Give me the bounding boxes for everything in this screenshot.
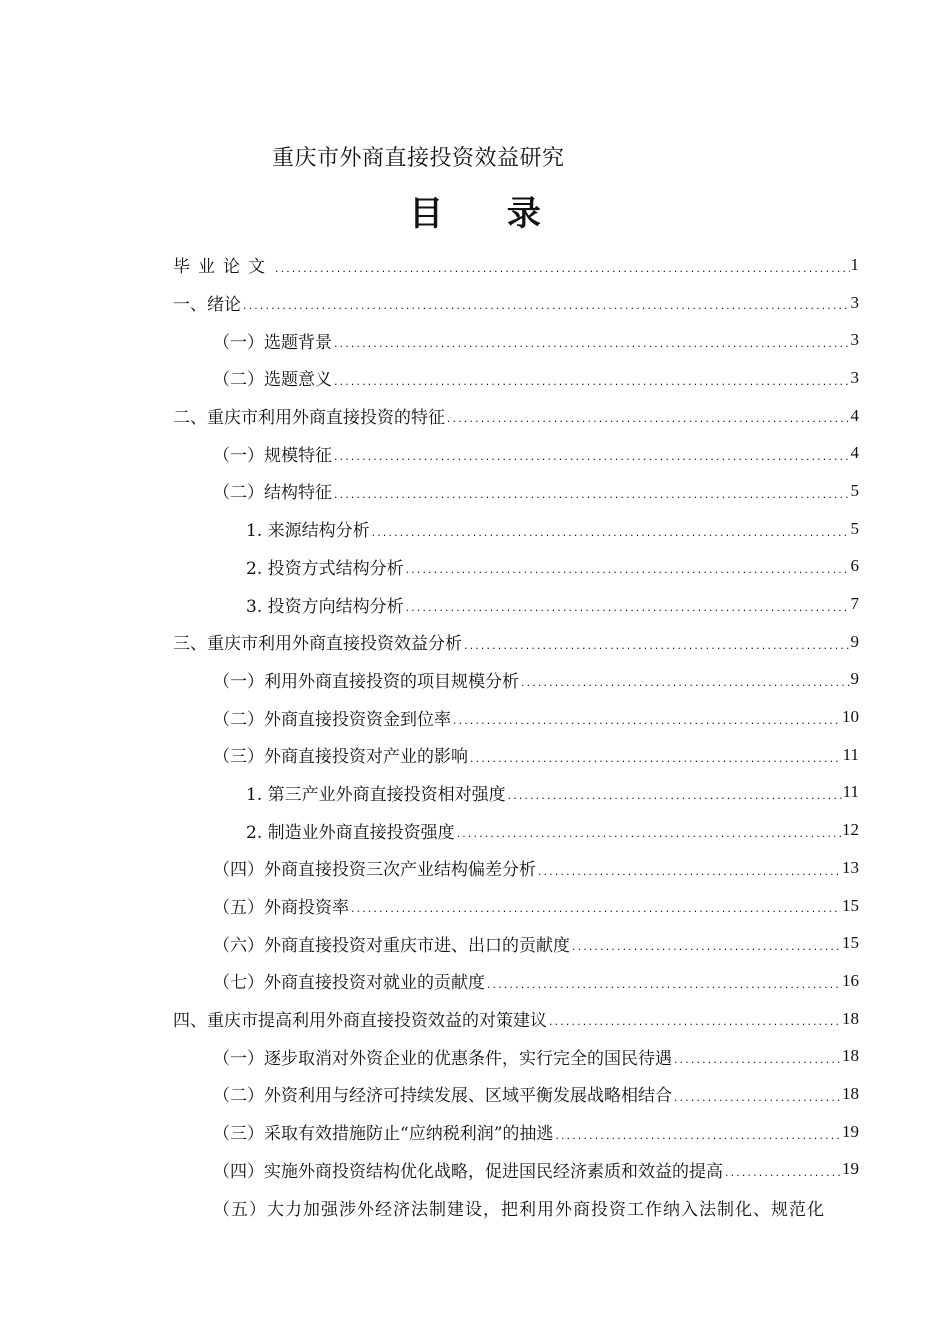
toc-page-number: 3: [850, 367, 859, 387]
toc-dot-leader: [673, 1095, 841, 1113]
toc-dot-leader: [507, 793, 842, 811]
toc-dot-leader: [486, 982, 841, 1000]
toc-dot-leader: [350, 906, 841, 924]
toc-entry-label: 2. 投资方式结构分析: [246, 558, 404, 579]
toc-entry-label: （三）外商直接投资对产业的影响: [213, 747, 468, 768]
toc-entry-label: （二）结构特征: [213, 483, 332, 504]
toc-entry-label: （五）外商投资率: [213, 898, 349, 919]
toc-entry[interactable]: [173, 849, 859, 887]
toc-dot-leader: [724, 1170, 841, 1188]
toc-entry[interactable]: [173, 924, 859, 962]
toc-page-number: 6: [850, 556, 859, 576]
toc-page-number: 18: [842, 1008, 859, 1028]
toc-page-number: 11: [842, 782, 859, 802]
toc-entry-label: （五）大力加强涉外经济法制建设，把利用外商投资工作纳入法制化、规范化: [213, 1199, 825, 1220]
toc-entry[interactable]: [173, 661, 859, 699]
toc-page-number: 4: [850, 443, 859, 463]
toc-dot-leader: [446, 416, 850, 434]
toc-entry[interactable]: [173, 510, 859, 548]
toc-entry-label: （一）规模特征: [213, 445, 332, 466]
toc-entry[interactable]: [173, 284, 859, 322]
toc-page-number: 3: [850, 330, 859, 350]
toc-page-number: 15: [842, 895, 859, 915]
toc-entry[interactable]: [173, 1151, 859, 1189]
toc-page-number: 13: [842, 857, 859, 877]
toc-dot-leader: [405, 567, 850, 585]
toc-entry-label: （六）外商直接投资对重庆市进、出口的贡献度: [213, 935, 570, 956]
toc-dot-leader: [673, 1057, 841, 1075]
toc-dot-leader: [554, 1133, 841, 1151]
toc-page-number: 18: [842, 1083, 859, 1103]
toc-page-number: 9: [850, 631, 859, 651]
toc-entry-label: 毕业论文: [173, 257, 273, 278]
toc-entry[interactable]: [173, 811, 859, 849]
toc-page-number: 12: [842, 820, 859, 840]
toc-dot-leader: [333, 341, 850, 359]
toc-page-number: 15: [842, 933, 859, 953]
toc-entry-label: 三、重庆市利用外商直接投资效益分析: [173, 634, 462, 655]
toc-entry-label: （一）利用外商直接投资的项目规模分析: [213, 671, 519, 692]
toc-page-number: 19: [842, 1159, 859, 1179]
toc-page-number: 11: [842, 744, 859, 764]
toc-page-number: 1: [850, 254, 859, 274]
toc-entry-label: 1. 来源结构分析: [246, 521, 370, 542]
toc-entry[interactable]: [173, 434, 859, 472]
toc-page-number: 4: [850, 405, 859, 425]
toc-dot-leader: [463, 643, 850, 661]
toc-entry-label: 2. 制造业外商直接投资强度: [246, 822, 455, 843]
toc-dot-leader: [333, 492, 850, 510]
toc-entry[interactable]: [173, 1000, 859, 1038]
toc-page-number: 16: [842, 970, 859, 990]
toc-dot-leader: [405, 605, 850, 623]
toc-entry[interactable]: [173, 359, 859, 397]
toc-entry[interactable]: [173, 397, 859, 435]
toc-page-number: 7: [850, 594, 859, 614]
toc-entry[interactable]: [173, 548, 859, 586]
toc-entry[interactable]: [173, 585, 859, 623]
toc-heading: 目 录: [409, 194, 567, 234]
toc-entry-label: （一）选题背景: [213, 332, 332, 353]
toc-dot-leader: [333, 454, 850, 472]
toc-entry-label: （四）实施外商投资结构优化战略，促进国民经济素质和效益的提高: [213, 1161, 723, 1182]
toc-entry-label: （一）逐步取消对外资企业的优惠条件，实行完全的国民待遇: [213, 1048, 672, 1069]
toc-page-number: 10: [842, 707, 859, 727]
toc-entry[interactable]: [173, 472, 859, 510]
toc-entry-label: （四）外商直接投资三次产业结构偏差分析: [213, 860, 536, 881]
toc-dot-leader: [571, 944, 841, 962]
toc-entry-label: 1. 第三产业外商直接投资相对强度: [246, 784, 506, 805]
toc-entry[interactable]: [173, 698, 859, 736]
toc-dot-leader: [520, 680, 850, 698]
toc-entry[interactable]: [173, 623, 859, 661]
toc-page-number: 3: [850, 292, 859, 312]
toc-dot-leader: [452, 718, 841, 736]
toc-dot-leader: [456, 831, 841, 849]
toc-page-number: 5: [850, 518, 859, 538]
toc-dot-leader: [242, 303, 850, 321]
toc-entry-label: 四、重庆市提高利用外商直接投资效益的对策建议: [173, 1011, 547, 1032]
toc-page-number: 19: [842, 1121, 859, 1141]
toc-dot-leader: [548, 1019, 841, 1037]
toc-entry[interactable]: [173, 1113, 859, 1151]
toc-entry[interactable]: [173, 774, 859, 812]
toc-entry[interactable]: [173, 321, 859, 359]
toc-entry[interactable]: [173, 246, 859, 284]
toc-page-number: 9: [850, 669, 859, 689]
toc-entry[interactable]: [173, 887, 859, 925]
toc-dot-leader: [537, 869, 841, 887]
toc-entry[interactable]: [173, 736, 859, 774]
toc-entry[interactable]: [173, 1075, 859, 1113]
toc-entry-label: （二）外商直接投资资金到位率: [213, 709, 451, 730]
document-title: 重庆市外商直接投资效益研究: [272, 146, 565, 171]
toc-entry-label: 二、重庆市利用外商直接投资的特征: [173, 408, 445, 429]
toc-entry-label: （三）采取有效措施防止“应纳税利润”的抽逃: [213, 1124, 554, 1145]
toc-entry[interactable]: [173, 1037, 859, 1075]
toc-entry[interactable]: [173, 962, 859, 1000]
toc-entry-label: 3. 投资方向结构分析: [246, 596, 404, 617]
toc-page-number: 5: [850, 480, 859, 500]
toc-dot-leader: [333, 379, 850, 397]
toc-page-number: 18: [842, 1046, 859, 1066]
table-of-contents: [173, 246, 859, 1226]
toc-dot-leader: [371, 530, 850, 548]
toc-entry[interactable]: [173, 1188, 859, 1226]
toc-entry-label: （二）选题意义: [213, 370, 332, 391]
toc-dot-leader: [469, 756, 842, 774]
toc-entry-label: （七）外商直接投资对就业的贡献度: [213, 973, 485, 994]
toc-entry-label: 一、绪论: [173, 295, 241, 316]
toc-entry-label: （二）外资利用与经济可持续发展、区域平衡发展战略相结合: [213, 1086, 672, 1107]
toc-dot-leader: [274, 266, 850, 284]
